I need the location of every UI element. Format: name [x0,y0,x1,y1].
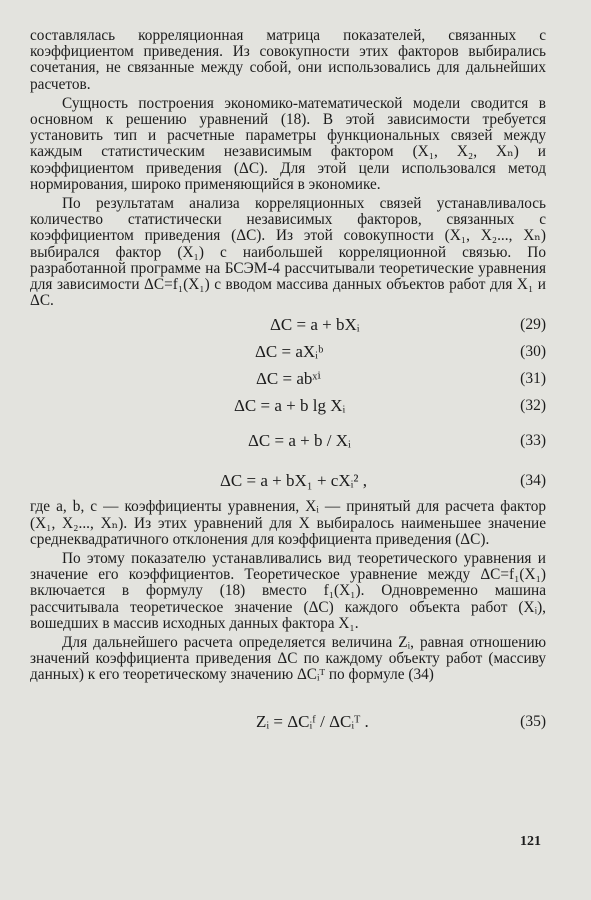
paragraph-6: Для дальнейшего расчета определяется величина Zᵢ, равная отношению значений коэффициента приведения ΔC по каждому объекту работ (массиву данных) к его теоретическому значению ΔCᵢᵀ по формуле (34) [30,634,546,684]
equation-31-formula: ΔC = abˣⁱ [256,369,321,389]
equation-30 [30,340,546,367]
equation-35 [30,698,546,748]
equation-35-formula: Zᵢ = ΔCᵢᶠ / ΔCᵢᵀ . [256,711,369,731]
paragraph-3: По результатам анализа корреляционных связей устанавливалось количество статистически независимых факторов, связанных с коэффициентом приведения (ΔC). Из этой совокупности (X₁, X₂..., Xₙ) выбирался фактор (X₁) с наибольшей корреляционной связью. По разработанной программе на БСЭМ-4 рассчитывали теоретические уравнения для зависимости ΔC=f₁(X₁) с вводом массива данных объектов работ для X₁ и ΔC. [30,195,546,310]
paragraph-1: составлялась корреляционная матрица показателей, связанных с коэффициентом приведения. Из совокупности этих факторов выбирались сочетания, не связанные между собой, они использовались для дальнейших расчетов. [30,27,546,93]
equation-35-number: (35) [520,712,546,730]
paragraph-4: где a, b, c — коэффициенты уравнения, Xᵢ — принятый для расчета фактор (X₁, X₂..., Xₙ). Из этих уравнений для X выбиралось наименьшее значение среднеквадратичного отклонения для коэффициента приведения (ΔC). [30,498,546,548]
equation-30-number: (30) [520,343,546,361]
equation-32-formula: ΔC = a + b lg Xᵢ [234,396,346,416]
equation-33-formula: ΔC = a + b / Xᵢ [248,431,351,451]
equation-32 [30,394,546,421]
equation-29-formula: ΔC = a + bXᵢ [270,315,360,335]
equation-34-number: (34) [520,472,546,490]
paragraph-2: Сущность построения экономико-математической модели сводится в основном к решению уравнений (18). В этой зависимости требуется установить тип и расчетные параметры функциональных связей между каждым статистическим независимым фактором (X₁, X₂, Xₙ) и коэффициентом приведения (ΔC). Для этой цели использовался метод нормирования, широко применяющийся в экономике. [30,94,546,193]
equation-33-number: (33) [520,432,546,450]
equation-34 [30,465,546,499]
equation-31-number: (31) [520,370,546,388]
equation-34-formula: ΔC = a + bX₁ + cXᵢ² , [220,471,367,491]
equation-30-formula: ΔC = aXᵢᵇ [255,342,324,362]
equation-29-number: (29) [520,316,546,334]
page-number: 121 [520,834,541,849]
equation-33 [30,421,546,465]
equation-31 [30,367,546,394]
page-body [30,28,546,748]
paragraph-5: По этому показателю устанавливались вид теоретического уравнения и значение его коэффициентов. Теоретическое уравнение между ΔC=f₁(X₁) включается в формулу (18) вместо f₁(X₁). Одновременно машина рассчитывала теоретическое значение (ΔC) каждого объекта работ (Xᵢ), вошедших в массив исходных данных фактора X₁. [30,550,546,632]
equation-29 [30,313,546,340]
equation-32-number: (32) [520,397,546,415]
